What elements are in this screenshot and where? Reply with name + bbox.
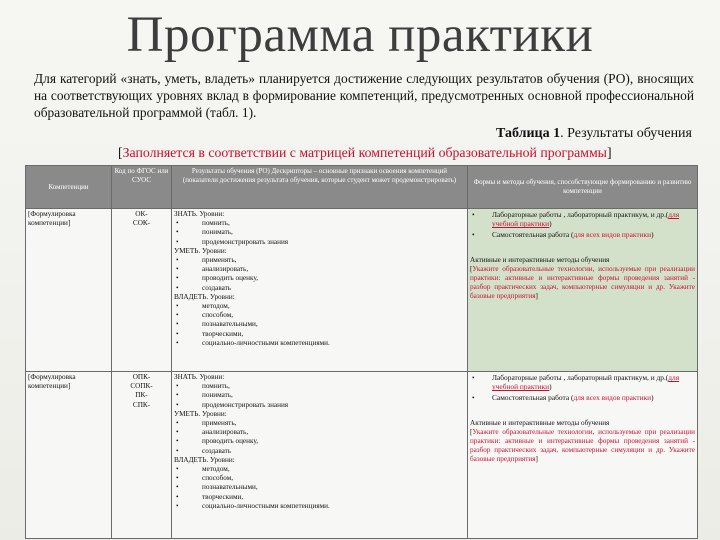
results-cell xyxy=(172,372,468,539)
list-item: • применять, xyxy=(174,419,465,428)
forms-cell xyxy=(468,372,698,539)
forms-item-text: Самостоятельная работа ( xyxy=(492,230,574,240)
znat-heading: ЗНАТЬ. Уровни: xyxy=(174,373,225,381)
active-methods-note xyxy=(470,265,695,302)
list-item: • проводить оценку, xyxy=(174,437,465,446)
forms-item-self xyxy=(470,393,695,402)
forms-item-text: Самостоятельная работа ( xyxy=(492,393,574,403)
forms-item-text: Лабораторные работы , лабораторный практикум, и др.( xyxy=(492,210,669,219)
forms-item-text: Лабораторные работы , лабораторный практикум, и др.( xyxy=(492,373,669,382)
list-item: • проводить оценку, xyxy=(174,274,465,283)
list-item: • социально-личностными компетенциями. xyxy=(174,502,465,511)
list-item: • понимать, xyxy=(174,228,465,237)
forms-item-red: для учебной практики xyxy=(492,210,680,229)
note-open-bracket: [ xyxy=(470,264,473,273)
active-methods-text: Укажите образовательные технологии, используемые при реализации практики: активные и интерактивные формы проведения занятий - разбор практических задач, компьютерные симуляции и др. Укажите базовые предприятия xyxy=(470,264,695,301)
code-value: ОПК- xyxy=(132,373,151,381)
table-caption xyxy=(496,126,692,142)
vladet-heading: ВЛАДЕТЬ. Уровни: xyxy=(174,292,235,301)
code-value: СПК- xyxy=(132,400,151,409)
code-cell xyxy=(112,209,172,372)
note-close-bracket: ] xyxy=(535,292,538,301)
header-code: Код по ФГОС или СУОС xyxy=(112,166,172,209)
list-item: • методом, xyxy=(174,302,465,311)
active-methods-note xyxy=(470,428,695,465)
code-value: СОПК- xyxy=(130,382,153,391)
forms-item-red: для учебной практики xyxy=(492,373,680,392)
list-item: • социально-личностными компетенциями. xyxy=(174,339,465,348)
umet-list xyxy=(174,256,465,293)
list-item: • продемонстрировать знания xyxy=(174,238,465,247)
forms-item-lab xyxy=(470,373,695,391)
code-cell xyxy=(112,372,172,539)
caption-text: . Результаты обучения xyxy=(560,126,692,141)
note-open-bracket: [ xyxy=(470,427,473,436)
umet-list xyxy=(174,419,465,456)
forms-item-lab xyxy=(470,210,695,228)
vladet-list xyxy=(174,465,465,511)
intro-paragraph: Для категорий «знать, уметь, владеть» планируется достижение следующих результатов обучения (РО), вносящих на соответствующих уровнях вклад в формирование компетенций, предусмотренных основной профессиональной образовательной программой (табл. 1). xyxy=(34,71,694,120)
list-item: • способом, xyxy=(174,474,465,483)
forms-item-red: для всех видов практики xyxy=(573,230,652,240)
header-forms: Формы и методы обучения, способствующие формированию и развитию компетенции xyxy=(468,166,698,209)
list-item: • применять, xyxy=(174,256,465,265)
caption-number: Таблица 1 xyxy=(495,126,561,141)
fill-note xyxy=(118,145,612,161)
results-cell xyxy=(172,209,468,372)
forms-item-close: ) xyxy=(651,230,654,240)
list-item: • помнить, xyxy=(174,219,465,228)
code-value: СОК- xyxy=(132,219,151,228)
active-methods-title: Активные и интерактивные методы обучения xyxy=(470,418,610,427)
table-header-row xyxy=(26,166,698,209)
umet-heading: УМЕТЬ. Уровни: xyxy=(174,246,227,255)
vladet-heading: ВЛАДЕТЬ. Уровни: xyxy=(174,455,235,464)
list-item: • создавать xyxy=(174,447,465,456)
list-item: • творческими, xyxy=(174,493,465,502)
list-item: • творческими, xyxy=(174,330,465,339)
znat-list xyxy=(174,382,465,410)
code-value: ПК- xyxy=(135,391,148,400)
table-row xyxy=(26,372,698,539)
list-item: • создавать xyxy=(174,284,465,293)
note-text: Заполняется в соответствии с матрицей компетенций образовательной программы xyxy=(122,145,607,160)
forms-item-close: ) xyxy=(651,393,654,403)
page-title: Программа практики xyxy=(126,7,594,63)
forms-cell xyxy=(468,209,698,372)
umet-heading: УМЕТЬ. Уровни: xyxy=(174,409,227,418)
forms-item-close: ) xyxy=(549,219,552,229)
note-open-bracket: [ xyxy=(118,145,123,160)
note-close-bracket: ] xyxy=(535,455,538,464)
znat-list xyxy=(174,219,465,247)
list-item: • анализировать, xyxy=(174,428,465,437)
note-close-bracket: ] xyxy=(606,145,612,160)
header-results: Результаты обучения (РО) Дескрипторы – основные признаки освоения компетенций (показатели достижения результата обучения, которые студент может продемонстрировать) xyxy=(172,166,468,209)
competency-cell: [Формулировка компетенции] xyxy=(26,209,112,372)
header-competencies: Компетенции xyxy=(26,166,112,209)
list-item: • познавательными, xyxy=(174,320,465,329)
forms-item-self xyxy=(470,230,695,239)
active-methods-title: Активные и интерактивные методы обучения xyxy=(470,255,610,264)
vladet-list xyxy=(174,302,465,348)
active-methods-text: Укажите образовательные технологии, используемые при реализации практики: активные и интерактивные формы проведения занятий - разбор практических задач, компьютерные симуляции и др. Укажите базовые предприятия xyxy=(470,427,695,464)
list-item: • понимать, xyxy=(174,391,465,400)
code-value: ОК- xyxy=(135,210,148,218)
forms-item-close: ) xyxy=(549,382,552,392)
list-item: • помнить, xyxy=(174,382,465,391)
list-item: • методом, xyxy=(174,465,465,474)
forms-item-red: для всех видов практики xyxy=(573,393,652,403)
list-item: • анализировать, xyxy=(174,265,465,274)
znat-heading: ЗНАТЬ. Уровни: xyxy=(174,210,225,218)
competency-cell: [Формулировка компетенции] xyxy=(26,372,112,539)
results-table xyxy=(25,165,698,539)
table-row xyxy=(26,209,698,372)
list-item: • познавательными, xyxy=(174,483,465,492)
list-item: • продемонстрировать знания xyxy=(174,401,465,410)
list-item: • способом, xyxy=(174,311,465,320)
